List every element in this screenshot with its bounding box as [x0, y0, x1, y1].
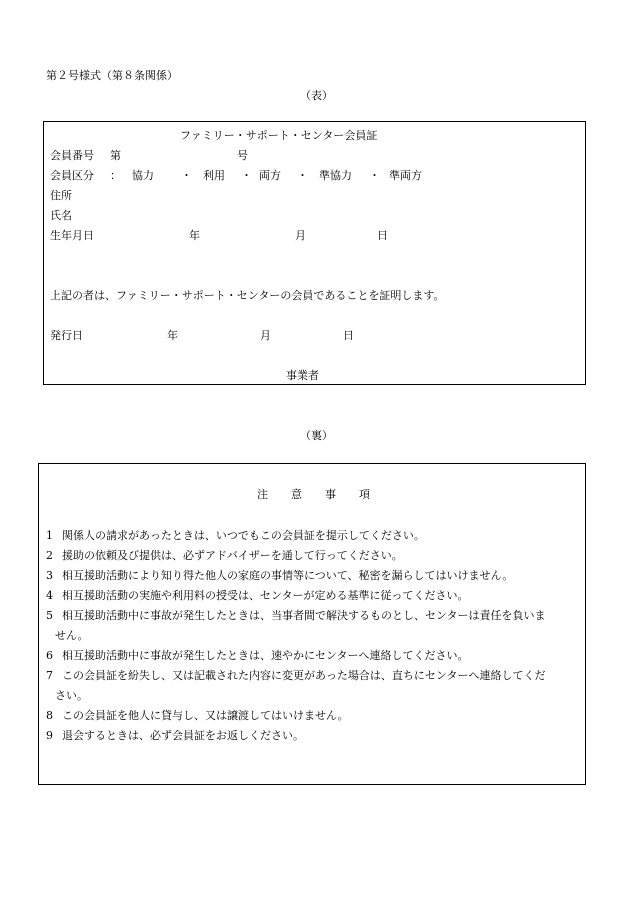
category-option-semi-cooperate: 準協力 [319, 169, 352, 182]
form-number-label: 第２号様式（第８条関係） [46, 69, 178, 82]
notes-title-char: 項 [359, 488, 370, 501]
birthdate-label: 生年月日 [50, 229, 94, 242]
member-category-colon: ： [110, 169, 121, 182]
issue-date-year-unit: 年 [167, 329, 178, 342]
note-text-continuation: さい。 [55, 689, 88, 702]
note-number: 4 [46, 589, 53, 602]
note-number: 9 [46, 729, 53, 742]
note-text: 関係人の請求があったときは、いつでもこの会員証を提示してください。 [62, 529, 425, 542]
member-card-front [43, 121, 586, 385]
certification-text: 上記の者は、ファミリー・サポート・センターの会員であることを証明します。 [50, 289, 445, 302]
note-text: 相互援助活動の実施や利用料の授受は、センターが定める基準に従ってください。 [62, 589, 469, 602]
category-option-both: 両方 [259, 169, 281, 182]
member-category-label: 会員区分 [50, 169, 94, 182]
notes-title-char: 注 [257, 488, 268, 501]
note-number: 8 [46, 709, 53, 722]
front-side-label: （表） [300, 89, 333, 102]
member-number-prefix: 第 [110, 149, 121, 162]
note-number: 2 [46, 549, 53, 562]
note-text: 相互援助活動中に事故が発生したときは、速やかにセンターへ連絡してください。 [62, 649, 469, 662]
note-number: 7 [46, 669, 53, 682]
note-number: 3 [46, 569, 53, 582]
category-separator: ・ [241, 169, 252, 182]
member-number-suffix: 号 [237, 149, 248, 162]
category-separator: ・ [181, 169, 192, 182]
note-text: 援助の依頼及び提供は、必ずアドバイザーを通して行ってください。 [62, 549, 403, 562]
note-text: 相互援助活動により知り得た他人の家庭の事情等について、秘密を漏らしてはいけません。 [62, 569, 514, 582]
issue-date-month-unit: 月 [260, 329, 271, 342]
issue-date-label: 発行日 [50, 329, 83, 342]
name-label: 氏名 [50, 209, 72, 222]
issue-date-day-unit: 日 [343, 329, 354, 342]
category-separator: ・ [369, 169, 380, 182]
note-text-continuation: せん。 [55, 629, 89, 642]
notes-title-char: 意 [291, 488, 302, 501]
note-number: 6 [46, 649, 53, 662]
category-option-use: 利用 [203, 169, 225, 182]
back-side-label: （裏） [300, 429, 333, 442]
note-number: 5 [46, 609, 53, 622]
birthdate-year-unit: 年 [189, 229, 200, 242]
note-text: この会員証を他人に貸与し、又は譲渡してはいけません。 [62, 709, 349, 722]
birthdate-month-unit: 月 [295, 229, 306, 242]
category-separator: ・ [297, 169, 308, 182]
card-title: ファミリー・サポート・センター会員証 [180, 129, 378, 142]
category-option-semi-both: 準両方 [389, 169, 422, 182]
note-text: 退会するときは、必ず会員証をお返しください。 [62, 729, 304, 742]
note-number: 1 [46, 529, 53, 542]
address-label: 住所 [50, 189, 72, 202]
note-text: この会員証を紛失し、又は記載された内容に変更があった場合は、直ちにセンターへ連絡してくだ [62, 669, 546, 682]
category-option-cooperate: 協力 [132, 169, 154, 182]
note-text: 相互援助活動中に事故が発生したときは、当事者間で解決するものとし、センターは責任を負いま [62, 609, 546, 622]
member-number-label: 会員番号 [50, 149, 94, 162]
issuer-label: 事業者 [286, 369, 319, 382]
notes-title-char: 事 [325, 488, 336, 501]
birthdate-day-unit: 日 [377, 229, 388, 242]
